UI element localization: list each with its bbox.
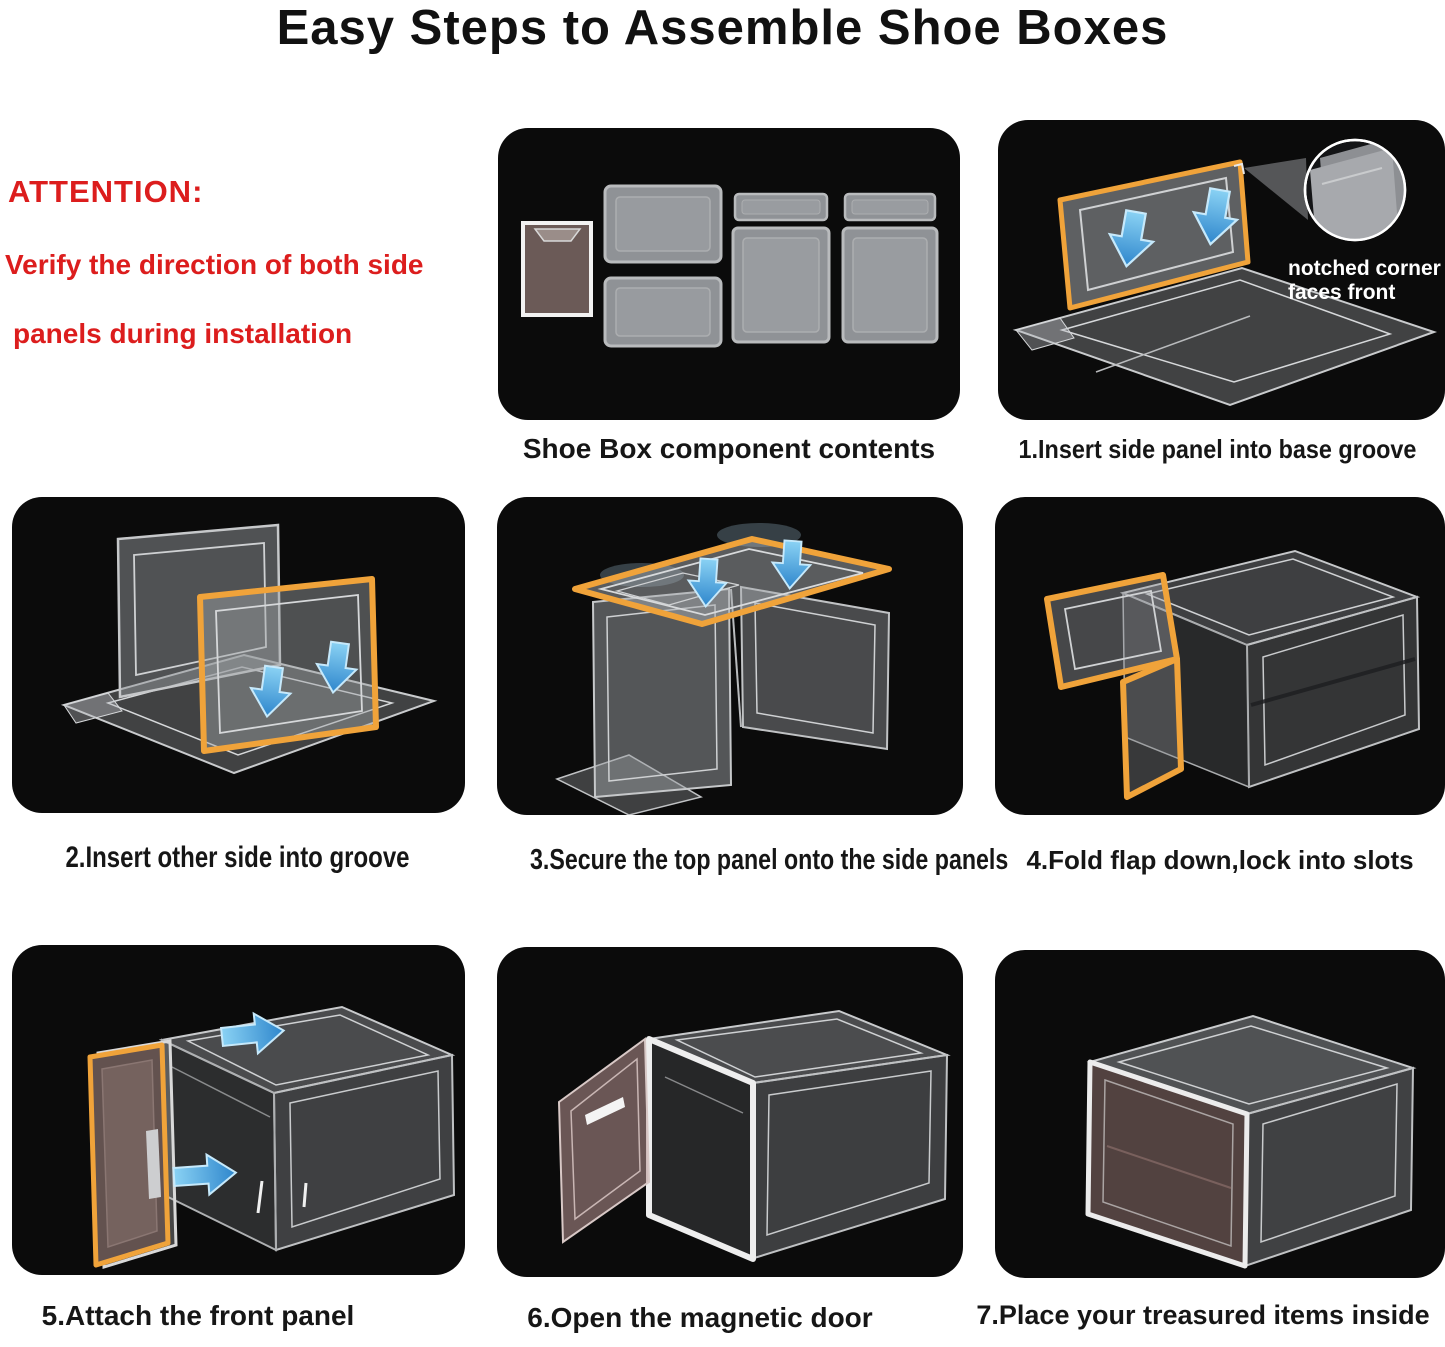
beam-shape <box>1244 158 1308 220</box>
step5-panel <box>12 945 465 1275</box>
front-door-part <box>523 223 591 315</box>
step4-illustration <box>995 497 1445 815</box>
step2-panel <box>12 497 465 813</box>
step3-illustration <box>497 497 963 815</box>
step4-panel <box>995 497 1445 815</box>
step3-panel <box>497 497 963 815</box>
step6-panel <box>497 947 963 1277</box>
box-body <box>557 587 889 815</box>
step7-panel <box>995 950 1445 1278</box>
attention-heading: ATTENTION: <box>8 174 204 209</box>
page-title: Easy Steps to Assemble Shoe Boxes <box>276 1 1169 55</box>
caption-step1: 1.Insert side panel into base groove <box>1018 434 1417 464</box>
front-door-highlighted <box>90 1041 176 1267</box>
top-panel-part <box>605 186 721 262</box>
attention-line: panels during installation <box>13 318 353 349</box>
caption-step6: 6.Open the magnetic door <box>527 1302 873 1333</box>
components-panel <box>498 128 960 420</box>
caption-step5: 5.Attach the front panel <box>41 1300 355 1331</box>
step2-illustration <box>12 497 465 813</box>
lower-face-highlighted <box>1123 659 1181 797</box>
caption-step3: 3.Secure the top panel onto the side panels <box>530 844 1009 876</box>
step7-illustration <box>995 950 1445 1278</box>
magnifier-circle <box>1305 136 1408 266</box>
annotation-line: notched corner <box>1288 257 1441 280</box>
step5-illustration <box>12 945 465 1275</box>
box-body <box>649 1011 947 1259</box>
step1-illustration <box>998 120 1445 420</box>
caption-step7: 7.Place your treasured items inside <box>976 1300 1430 1330</box>
annotation-line: faces front <box>1288 281 1396 304</box>
caption-step4: 4.Fold flap down,lock into slots <box>1026 845 1414 875</box>
attention-line: Verify the direction of both side <box>5 249 424 280</box>
side-panel-part <box>843 194 937 342</box>
bottom-panel-part <box>605 278 721 346</box>
box-body <box>162 1007 454 1250</box>
side-panel-part <box>733 194 829 342</box>
step6-illustration <box>497 947 963 1277</box>
step1-panel <box>998 120 1445 420</box>
components-illustration <box>498 128 960 420</box>
side-panel-highlighted <box>200 579 376 751</box>
caption-components: Shoe Box component contents <box>522 433 936 464</box>
caption-step2: 2.Insert other side into groove <box>65 841 410 874</box>
door-open <box>559 1039 649 1242</box>
